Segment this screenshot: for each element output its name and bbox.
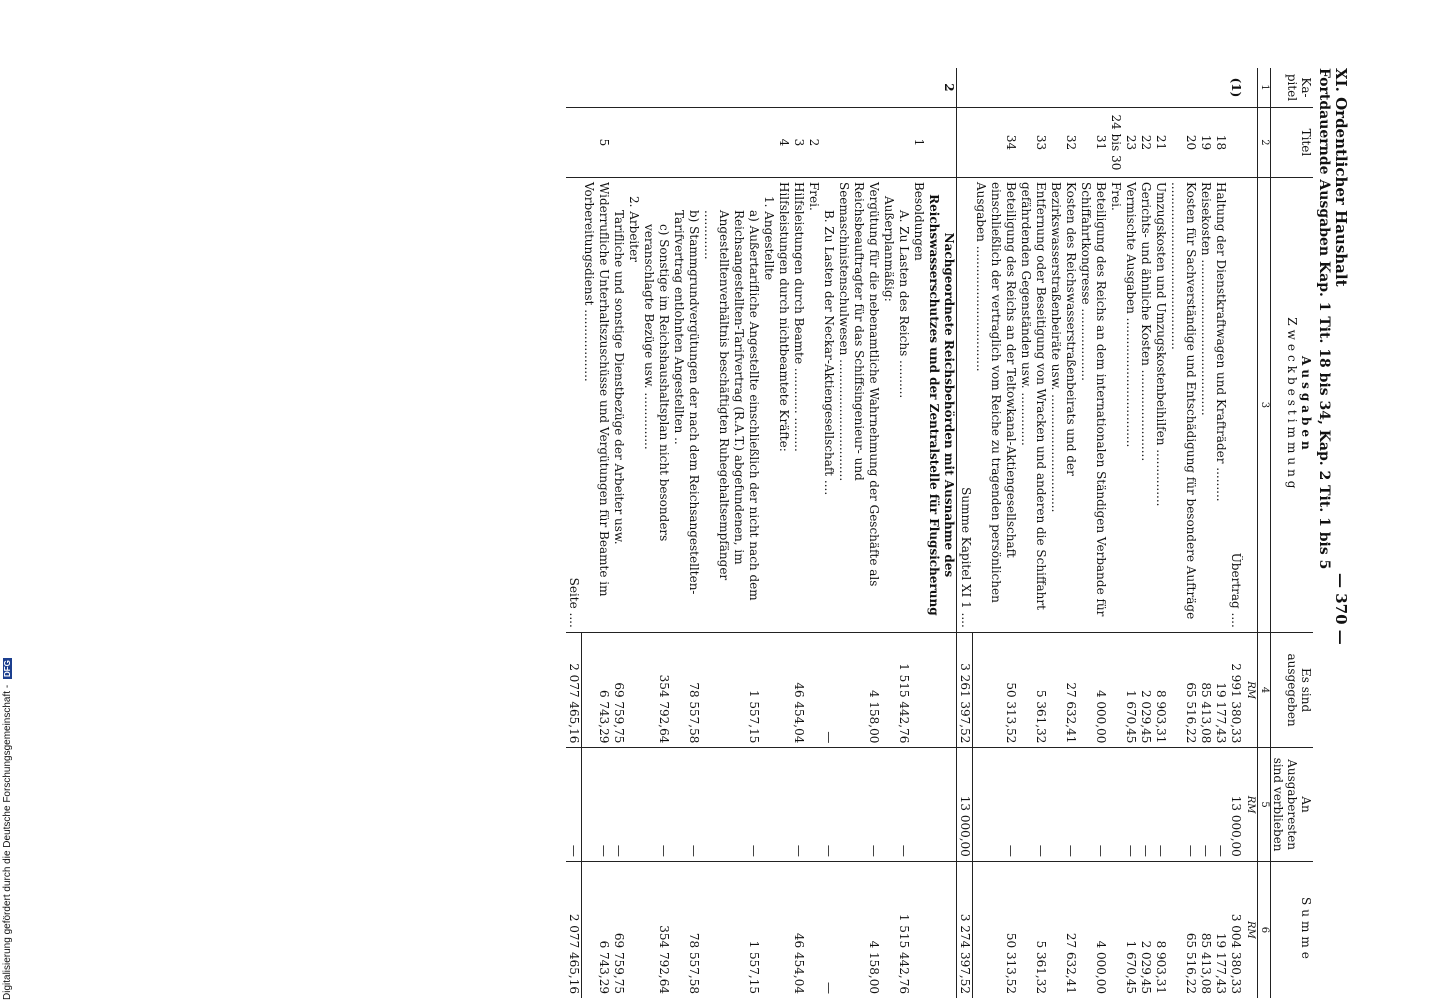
amount-cell: 1 670,45 xyxy=(1123,861,1138,998)
amount-cell: — xyxy=(1018,748,1048,861)
kapitel-cell xyxy=(582,68,612,107)
ledger-row xyxy=(1168,68,1198,998)
kapitel-cell xyxy=(627,68,642,107)
section-2-heading-row xyxy=(927,68,958,998)
amount-cell: — xyxy=(897,748,912,861)
section-heading: Nachgeordnete Reichsbehörden mit Ausnahme des Reichswasserschutzes und der Zentralstelle für Flugsicherung xyxy=(927,177,958,632)
amount-cell: — xyxy=(612,748,627,861)
titel-cell: 2 xyxy=(807,107,822,177)
kapitel-cell xyxy=(642,68,672,107)
amount-cell xyxy=(882,861,897,998)
amount-cell: — xyxy=(1048,748,1078,861)
amount-cell xyxy=(762,632,777,748)
amount-cell: — xyxy=(582,748,612,861)
amount-cell: 8 903,31 xyxy=(1153,861,1168,998)
amount-cell: — xyxy=(1213,748,1228,861)
amount-cell: 19 177,43 xyxy=(1213,861,1228,998)
description-cell: Umzugskosten und Umzugskostenbeihilfen ............... xyxy=(1153,177,1168,632)
titel-cell: 1 xyxy=(912,107,927,177)
amount-cell: 50 313,52 xyxy=(973,861,1018,998)
ledger-row xyxy=(837,68,882,998)
ledger-row xyxy=(1123,68,1138,998)
kapitel-cell xyxy=(973,68,1018,107)
footer-text: Digitalisierung gefördert durch die Deutsche Forschungsgemeinschaft - xyxy=(2,684,13,1000)
kapitel-cell xyxy=(612,68,627,107)
unit-label: RM xyxy=(1243,861,1258,998)
amount-cell: — xyxy=(1078,748,1108,861)
description-cell: a) Außertarifliche Angestellte einschließlich der nicht nach dem Reichsangestellten-Tarifvertrag (R.A.T.) abgefundenen, im Angestelltenverhältnis beschäftigten Ruhegehaltsempfänger ............. xyxy=(702,177,762,632)
amount-cell: 3 261 397,52 xyxy=(957,632,973,748)
ledger-row xyxy=(912,68,927,998)
amount-cell: — xyxy=(1168,748,1198,861)
titel-cell xyxy=(702,107,762,177)
amount-cell: 85 413,08 xyxy=(1198,861,1213,998)
page-subtitle: Fortdauernde Ausgaben Kap. 1 Tit. 18 bis 34, Kap. 2 Tit. 1 bis 5 xyxy=(1316,68,1332,570)
amount-cell xyxy=(627,748,642,861)
amount-cell xyxy=(627,632,642,748)
kapitel-cell: 2 xyxy=(927,68,958,107)
amount-cell: 2 991 380,33 xyxy=(1228,632,1243,748)
amount-cell: 5 361,32 xyxy=(1018,861,1048,998)
col-reste-header: An Ausgaberesten sind verblieben xyxy=(1271,748,1314,861)
ledger-row xyxy=(1213,68,1228,998)
titel-cell xyxy=(882,107,897,177)
titel-cell: 19 xyxy=(1198,107,1213,177)
amount-cell: 1 557,15 xyxy=(702,632,762,748)
amount-cell: — xyxy=(1123,748,1138,861)
ledger-row xyxy=(1198,68,1213,998)
description-cell: Vergütung für die nebenamtliche Wahrnehmung der Geschäfte als Reichsbeauftragter für das Schiffsingenieur- und Seemaschinistenschulwesen ................................ xyxy=(837,177,882,632)
amount-cell: — xyxy=(1198,748,1213,861)
titel-cell: 24 bis 30 xyxy=(1108,107,1123,177)
amount-cell: 4 000,00 xyxy=(1078,861,1108,998)
titel-cell: 4 xyxy=(777,107,792,177)
description-cell: B. Zu Lasten der Neckar-Aktiengesellschaft .... xyxy=(822,177,837,632)
amount-cell xyxy=(1108,861,1123,998)
amount-cell: 6 743,29 xyxy=(582,632,612,748)
unit-label: RM xyxy=(1243,632,1258,748)
amount-cell: 69 759,75 xyxy=(612,861,627,998)
titel-cell: 31 xyxy=(1078,107,1108,177)
kapitel-cell xyxy=(912,68,927,107)
col-kapitel-header: Ka-pitel xyxy=(1271,68,1314,107)
amount-cell: 78 557,58 xyxy=(672,861,702,998)
kapitel-cell xyxy=(882,68,897,107)
amount-cell: 354 792,64 xyxy=(642,632,672,748)
amount-cell: 27 632,41 xyxy=(1048,861,1078,998)
kapitel-cell xyxy=(1048,68,1078,107)
titel-cell: 32 xyxy=(1048,107,1078,177)
amount-cell xyxy=(1108,748,1123,861)
description-cell: Haltung der Dienstkraftwagen und Krafträder ......... xyxy=(1213,177,1228,632)
ledger-table xyxy=(566,68,1313,998)
titel-cell xyxy=(642,107,672,177)
ledger-row xyxy=(627,68,642,998)
titel-cell: 21 xyxy=(1153,107,1168,177)
ledger-row xyxy=(642,68,672,998)
titel-cell xyxy=(672,107,702,177)
col-number: 4 xyxy=(1258,632,1271,748)
description-cell: b) Stammgrundvergütungen der nach dem Reichsangestellten-Tarifvertrag entlohnten Angestellten .. xyxy=(672,177,702,632)
description-cell: Hilfsleistungen durch Beamte ............ ......... xyxy=(792,177,807,632)
amount-cell: 4 000,00 xyxy=(1078,632,1108,748)
ledger-row xyxy=(807,68,822,998)
amount-cell xyxy=(882,748,897,861)
amount-cell xyxy=(807,861,822,998)
amount-cell: 6 743,29 xyxy=(582,861,612,998)
amount-cell: 1 670,45 xyxy=(1123,632,1138,748)
amount-cell: — xyxy=(973,748,1018,861)
amount-cell xyxy=(807,632,822,748)
amount-cell: — xyxy=(822,748,837,861)
amount-cell: 78 557,58 xyxy=(672,632,702,748)
kapitel-cell xyxy=(897,68,912,107)
amount-cell: — xyxy=(792,748,807,861)
ledger-row xyxy=(582,68,612,998)
kapitel-cell xyxy=(1018,68,1048,107)
col-number: 3 xyxy=(1258,177,1271,632)
amount-cell xyxy=(1108,632,1123,748)
description-cell: Beteiligung des Reichs an der Teltowkanal-Aktiengesellschaft einschließlich der vertraglich vom Reiche zu tragenden persönlichen Ausgaben ................................. xyxy=(973,177,1018,632)
description-cell: Frei. xyxy=(807,177,822,632)
ledger-row xyxy=(777,68,792,998)
amount-cell: 1 515 442,76 xyxy=(897,632,912,748)
description-cell: Vermischte Ausgaben .................................. xyxy=(1123,177,1138,632)
amount-cell: — xyxy=(702,748,762,861)
titel-cell: 5 xyxy=(582,107,612,177)
amount-cell xyxy=(777,748,792,861)
zweckbestimmung-label: Zweckbestimmung xyxy=(1285,317,1299,493)
amount-cell: 1 557,15 xyxy=(702,861,762,998)
kapitel-cell xyxy=(1123,68,1138,107)
kapitel-cell xyxy=(1198,68,1213,107)
section-2-body xyxy=(582,68,927,998)
amount-cell: 2 077 465,16 xyxy=(566,632,582,748)
ledger-row xyxy=(973,68,1018,998)
kapitel-cell xyxy=(1078,68,1108,107)
description-cell: Beteiligung des Reichs an dem internationalen Ständigen Verbande für Schiffahrtkongresse ................... xyxy=(1078,177,1108,632)
titel-cell: 18 xyxy=(1213,107,1228,177)
amount-cell: 4 158,00 xyxy=(837,632,882,748)
description-cell: 1. Angestellte xyxy=(762,177,777,632)
kapitel-cell xyxy=(792,68,807,107)
description-cell: Hilfsleistungen durch nichtbeamtete Kräfte: xyxy=(777,177,792,632)
amount-cell: 50 313,52 xyxy=(973,632,1018,748)
amount-cell: — xyxy=(837,748,882,861)
ledger-row xyxy=(1108,68,1123,998)
description-cell: A. Zu Lasten des Reichs .......... xyxy=(897,177,912,632)
titel-cell xyxy=(897,107,912,177)
kapitel-cell xyxy=(702,68,762,107)
ledger-row xyxy=(792,68,807,998)
amount-cell: 65 516,22 xyxy=(1168,632,1198,748)
col-ausgaben-header xyxy=(1271,177,1314,632)
kapitel-cell xyxy=(672,68,702,107)
amount-cell: 2 029,45 xyxy=(1138,861,1153,998)
amount-cell xyxy=(627,861,642,998)
amount-cell xyxy=(912,861,927,998)
col-number: 5 xyxy=(1258,748,1271,861)
uebertrag-label: Übertrag .... xyxy=(1228,177,1243,632)
kapitel-cell xyxy=(1153,68,1168,107)
ledger-row xyxy=(612,68,627,998)
total-label: Summe Kapitel XI 1 .... xyxy=(957,177,973,632)
section-2-head-body xyxy=(927,68,958,998)
kapitel-cell xyxy=(762,68,777,107)
amount-cell: 13 000,00 xyxy=(957,748,973,861)
titel-cell: 20 xyxy=(1168,107,1198,177)
ledger-row xyxy=(1153,68,1168,998)
seite-row xyxy=(566,68,582,998)
section-1-body xyxy=(973,68,1243,998)
kapitel-cell xyxy=(1108,68,1123,107)
amount-cell xyxy=(762,748,777,861)
titel-cell: 23 xyxy=(1123,107,1138,177)
kapitel-cell xyxy=(1138,68,1153,107)
amount-cell: 4 158,00 xyxy=(837,861,882,998)
amount-cell: 46 454,04 xyxy=(792,632,807,748)
amount-cell xyxy=(807,748,822,861)
description-cell: Entfernung oder Beseitigung von Wracken und anderen die Schiffahrt gefährdenden Gegenständen usw. .............. xyxy=(1018,177,1048,632)
amount-cell: 1 515 442,76 xyxy=(897,861,912,998)
rotated-ledger-page xyxy=(83,68,1353,998)
description-cell: 2. Arbeiter xyxy=(627,177,642,632)
amount-cell: — xyxy=(822,632,837,748)
ledger-row xyxy=(702,68,762,998)
amount-cell: 65 516,22 xyxy=(1168,861,1198,998)
total-row xyxy=(957,68,973,998)
description-cell: Außerplanmäßig: xyxy=(882,177,897,632)
kapitel-cell: (1) xyxy=(1229,77,1243,98)
amount-cell: 8 903,31 xyxy=(1153,632,1168,748)
description-cell: Widerrufliche Unterhaltszuschüsse und Vergütungen für Beamte im Vorbereitungsdienst ................... xyxy=(582,177,612,632)
seite-label: Seite .... xyxy=(566,177,582,632)
amount-cell: 13 000,00 xyxy=(1228,748,1243,861)
description-cell: Gerichts- und ähnliche Kosten ........................ xyxy=(1138,177,1153,632)
titel-cell xyxy=(627,107,642,177)
titel-cell xyxy=(612,107,627,177)
amount-cell xyxy=(777,861,792,998)
header-title: XI. Ordentlicher Haushalt xyxy=(1332,68,1350,287)
kapitel-cell xyxy=(777,68,792,107)
ledger-row xyxy=(1078,68,1108,998)
description-cell: Kosten des Reichswasserstraßenbeirats und der Bezirkswasserstraßenbeiräte usw. ............................... xyxy=(1048,177,1078,632)
amount-cell xyxy=(762,861,777,998)
amount-cell: 3 274 397,52 xyxy=(957,861,973,998)
amount-cell: — xyxy=(822,861,837,998)
kapitel-cell xyxy=(822,68,837,107)
col-number: 2 xyxy=(1258,107,1271,177)
col-number: 1 xyxy=(1258,68,1271,107)
description-cell: c) Sonstige im Reichshaushaltsplan nicht besonders veranschlagte Bezüge usw. ............... xyxy=(642,177,672,632)
titel-cell: 3 xyxy=(792,107,807,177)
amount-cell: 19 177,43 xyxy=(1213,632,1228,748)
ledger-row xyxy=(672,68,702,998)
ausgaben-label: Ausgaben xyxy=(1299,356,1313,454)
dfg-logo: DFG xyxy=(3,660,12,678)
ledger-row xyxy=(897,68,912,998)
section-1-total-body xyxy=(957,68,973,998)
amount-cell xyxy=(912,748,927,861)
ledger-row xyxy=(1138,68,1153,998)
col-ausgegeben-header: Es sind ausgegeben xyxy=(1271,632,1314,748)
description-cell: Frei. xyxy=(1108,177,1123,632)
titel-cell: 22 xyxy=(1138,107,1153,177)
amount-cell: 3 004 380,33 xyxy=(1228,861,1243,998)
amount-cell: — xyxy=(1138,748,1153,861)
amount-cell: — xyxy=(672,748,702,861)
col-number: 6 xyxy=(1258,861,1271,998)
ledger-row xyxy=(882,68,897,998)
amount-cell: 46 454,04 xyxy=(792,861,807,998)
description-cell: Tarifliche und sonstige Dienstbezüge der Arbeiter usw. xyxy=(612,177,627,632)
description-cell: Besoldungen xyxy=(912,177,927,632)
amount-cell: 85 413,08 xyxy=(1198,632,1213,748)
titel-cell xyxy=(837,107,882,177)
amount-cell xyxy=(777,632,792,748)
kapitel-cell xyxy=(1168,68,1198,107)
kapitel-cell xyxy=(1213,68,1228,107)
amount-cell: 69 759,75 xyxy=(612,632,627,748)
page-number: — 370 — xyxy=(1332,573,1350,645)
ledger-row xyxy=(1048,68,1078,998)
titel-cell xyxy=(822,107,837,177)
amount-cell: 2 029,45 xyxy=(1138,632,1153,748)
kapitel-cell xyxy=(837,68,882,107)
titel-cell: 33 xyxy=(1018,107,1048,177)
unit-label: RM xyxy=(1243,748,1258,861)
amount-cell xyxy=(912,632,927,748)
col-titel-header: Titel xyxy=(1271,107,1314,177)
section-2-seite-body xyxy=(566,68,582,998)
col-summe-header: Summe xyxy=(1271,861,1314,998)
amount-cell: — xyxy=(642,748,672,861)
ledger-row xyxy=(822,68,837,998)
amount-cell: 354 792,64 xyxy=(642,861,672,998)
amount-cell xyxy=(882,632,897,748)
description-cell: Kosten für Sachverständige und Entschädigung für besondere Aufträge ............................................ xyxy=(1168,177,1198,632)
amount-cell: — xyxy=(566,748,582,861)
uebertrag-row xyxy=(1228,68,1243,998)
amount-cell: 27 632,41 xyxy=(1048,632,1078,748)
digitization-footer xyxy=(2,620,16,1000)
amount-cell: — xyxy=(1153,748,1168,861)
kapitel-cell xyxy=(807,68,822,107)
ledger-row xyxy=(762,68,777,998)
titel-cell: 34 xyxy=(973,107,1018,177)
description-cell: Reisekosten ......................................... xyxy=(1198,177,1213,632)
titel-cell xyxy=(762,107,777,177)
ledger-row xyxy=(1018,68,1048,998)
amount-cell: 2 077 465,16 xyxy=(566,861,582,998)
amount-cell: 5 361,32 xyxy=(1018,632,1048,748)
